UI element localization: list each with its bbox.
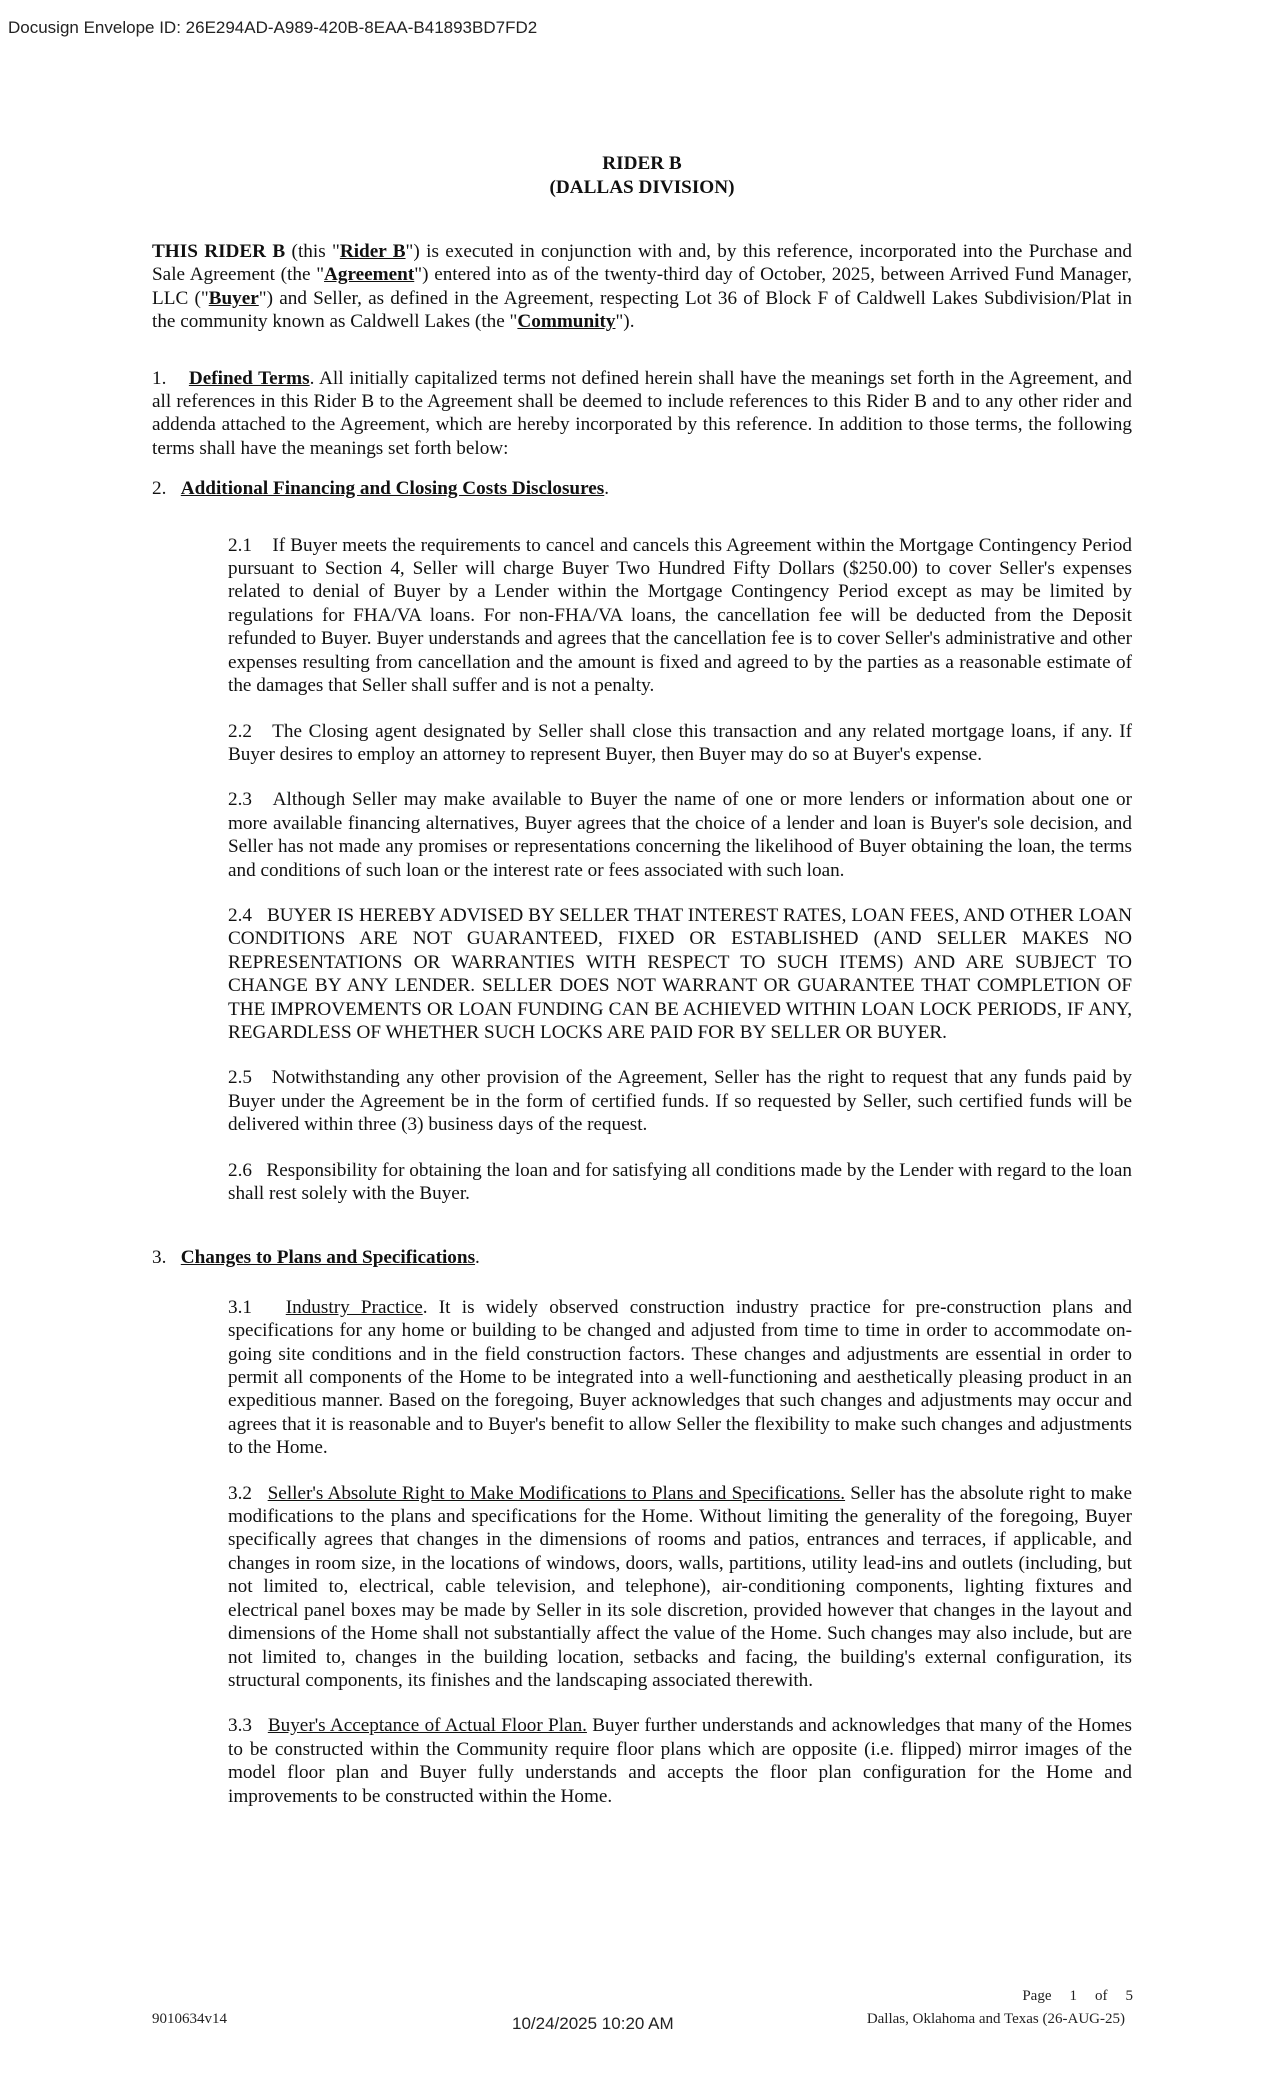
section-2-heading-tail: . [604, 478, 610, 500]
defined-term-agreement: Agreement [324, 264, 415, 286]
title-line-1: RIDER B [602, 153, 682, 174]
clause-title: Buyer's Acceptance of Actual Floor Plan. [267, 1715, 587, 1737]
clause-2-5 [228, 1066, 1132, 1136]
clause-number: 2.1 [228, 534, 252, 556]
page-label: Page [1022, 1988, 1052, 2004]
title-line-2: (DALLAS DIVISION) [549, 177, 735, 198]
clause-text: Seller has the absolute right to make modifications to the plans and specifications for the Home. Without limiting the generality of the foregoing, Buyer specifically agrees that changes in the dimensions of rooms and patios, entrances and terraces, if applicable, and changes in room size, in the locations of windows, doors, walls, partitions, utility lead-ins and outlets (including, but not limited to, electrical, cable television, and telephone), air-conditioning components, lighting fixtures and electrical panel boxes may be made by Seller in its sole discretion, provided however that changes in the layout and dimensions of the Home shall not substantially affect the value of the Home. Such changes may also include, but are not limited to, changes in the building location, setbacks and facing, the building's external configuration, its structural components, its finishes and the landscaping associated therewith. [228, 1482, 1133, 1691]
clause-text: The Closing agent designated by Seller shall close this transaction and any related mortgage loans, if any. If Buyer desires to employ an attorney to represent Buyer, then Buyer may do so at Buyer's expense. [228, 720, 1133, 765]
section-2-heading: Additional Financing and Closing Costs Disclosures [180, 478, 605, 500]
timestamp: 10/24/2025 10:20 AM [512, 2014, 674, 2033]
clause-text: BUYER IS HEREBY ADVISED BY SELLER THAT INTEREST RATES, LOAN FEES, AND OTHER LOAN CONDITIONS ARE NOT GUARANTEED, FIXED OR ESTABLISHED (AND SELLER MAKES NO REPRESENTATIONS OR WARRANTIES WITH RESPECT TO SUCH ITEMS) AND ARE SUBJECT TO CHANGE BY ANY LENDER. SELLER DOES NOT WARRANT OR GUARANTEE THAT COMPLETION OF THE IMPROVEMENTS OR LOAN FUNDING CAN BE ACHIEVED WITHIN LOAN LOCK PERIODS, IF ANY, REGARDLESS OF WHETHER SUCH LOCKS ARE PAID FOR BY SELLER OR BUYER. [228, 904, 1132, 1043]
page-indicator [1022, 1988, 1133, 2005]
region-label: Dallas, Oklahoma and Texas (26-AUG-25) [866, 2011, 1125, 2027]
section-3-heading-tail: . [475, 1247, 480, 1269]
intro-text: ") entered into as of the twenty-third day of October, 2025, between Arrived Fund Manager, LLC (" [152, 264, 1132, 309]
intro-lead: THIS RIDER B [152, 241, 286, 262]
page-number: 1 [1069, 1988, 1077, 2004]
defined-term-rider-b: Rider B [339, 241, 406, 262]
section-3-heading: Changes to Plans and Specifications [180, 1247, 476, 1269]
section-2-number: 2. [152, 478, 167, 500]
clause-2-4 [228, 904, 1132, 1044]
section-1-text: . All initially capitalized terms not defined herein shall have the meanings set forth in the Agreement, and all references in this Rider B to the Agreement shall be deemed to include references to this Rider B and to any other rider and addenda attached to the Agreement, which are hereby incorporated by this reference. In addition to those terms, the following terms shall have the meanings set forth below: [152, 367, 1132, 459]
clause-number: 3.3 [228, 1715, 252, 1737]
intro-text: ") and Seller, as defined in the Agreement, respecting Lot 36 of Block F of Caldwell Lakes Subdivision/Plat in the community known as Caldwell Lakes (the " [152, 287, 1132, 333]
clause-number: 2.6 [228, 1159, 252, 1181]
section-1-heading: Defined Terms [188, 367, 310, 389]
clause-2-2 [228, 720, 1132, 767]
envelope-id: Docusign Envelope ID: 26E294AD-A989-420B-8EAA-B41893BD7FD2 [8, 18, 538, 37]
clause-number: 2.3 [228, 789, 252, 811]
document-title [152, 152, 1132, 200]
section-1-number: 1. [152, 367, 167, 389]
clause-text: Buyer further understands and acknowledges that many of the Homes to be constructed within the Community require floor plans which are opposite (i.e. flipped) mirror images of the model floor plan and Buyer fully understands and accepts the floor plan configuration for the Home and improvements to be constructed within the Home. [228, 1715, 1133, 1807]
section-3-heading-line [152, 1246, 1132, 1269]
clause-title: Industry Practice [285, 1296, 423, 1318]
document-code: 9010634v14 [152, 2011, 227, 2027]
intro-text: "). [615, 311, 635, 333]
clause-text: Although Seller may make available to Buyer the name of one or more lenders or information about one or more available financing alternatives, Buyer agrees that the choice of a lender and loan is Buyer's sole decision, and Seller has not made any promises or representations concerning the likelihood of Buyer obtaining the loan, the terms and conditions of such loan or the interest rate or fees associated with such loan. [228, 789, 1133, 881]
clause-text: If Buyer meets the requirements to cancel and cancels this Agreement within the Mortgage Contingency Period pursuant to Section 4, Seller will charge Buyer Two Hundred Fifty Dollars ($250.00) to cover Seller's expenses related to denial of Buyer by a Lender within the Mortgage Contingency Period except as may be limited by regulations for FHA/VA loans. For non-FHA/VA loans, the cancellation fee will be deducted from the Deposit refunded to Buyer. Buyer understands and agrees that the cancellation fee is to cover Seller's administrative and other expenses resulting from cancellation and the amount is fixed and agreed to by the parties as a reasonable estimate of the damages that Seller shall suffer and is not a penalty. [228, 534, 1132, 697]
clause-2-1 [228, 534, 1132, 698]
clause-3-3 [228, 1714, 1132, 1808]
clause-number: 3.1 [228, 1296, 252, 1318]
clause-number: 2.2 [228, 720, 252, 742]
section-3-number: 3. [152, 1247, 167, 1269]
section-2 [152, 477, 1132, 1205]
clause-text: Notwithstanding any other provision of the Agreement, Seller has the right to request that any funds paid by Buyer under the Agreement be in the form of certified funds. If so requested by Seller, such certified funds will be delivered within three (3) business days of the request. [228, 1067, 1133, 1136]
document-body [152, 152, 1132, 1808]
clause-text: Responsibility for obtaining the loan and for satisfying all conditions made by the Lender with regard to the loan shall rest solely with the Buyer. [228, 1159, 1132, 1204]
clause-number: 2.5 [228, 1067, 252, 1089]
page-total: 5 [1125, 1988, 1133, 2004]
defined-term-community: Community [517, 311, 616, 333]
clause-title: Seller's Absolute Right to Make Modifications to Plans and Specifications. [267, 1482, 846, 1504]
section-2-heading-line [152, 477, 1132, 500]
clause-2-6 [228, 1159, 1132, 1206]
page-of: of [1095, 1988, 1108, 2004]
intro-paragraph [152, 240, 1132, 334]
clause-number: 2.4 [228, 904, 252, 926]
clause-3-1 [228, 1296, 1132, 1460]
clause-3-2 [228, 1482, 1132, 1693]
intro-text: ") is executed in conjunction with and, by this reference, incorporated into the Purchase and Sale Agreement (the " [152, 241, 1133, 286]
section-3 [152, 1246, 1132, 1808]
section-1 [152, 367, 1132, 461]
clause-2-3 [228, 788, 1132, 882]
defined-term-buyer: Buyer [208, 287, 259, 309]
clause-number: 3.2 [228, 1482, 252, 1504]
intro-text: (this " [285, 241, 340, 262]
clause-text: . It is widely observed construction industry practice for pre-construction plans and specifications for any home or building to be changed and adjusted from time to time in order to accommodate on-going site conditions and in the field construction factors. These changes and adjustments are essential in order to permit all components of the Home to be integrated into a well-functioning and aesthetically pleasing product in an expeditious manner. Based on the foregoing, Buyer acknowledges that such changes and adjustments may occur and agrees that it is reasonable and to Buyer's benefit to allow Seller the flexibility to make such changes and adjustments to the Home. [228, 1296, 1133, 1459]
